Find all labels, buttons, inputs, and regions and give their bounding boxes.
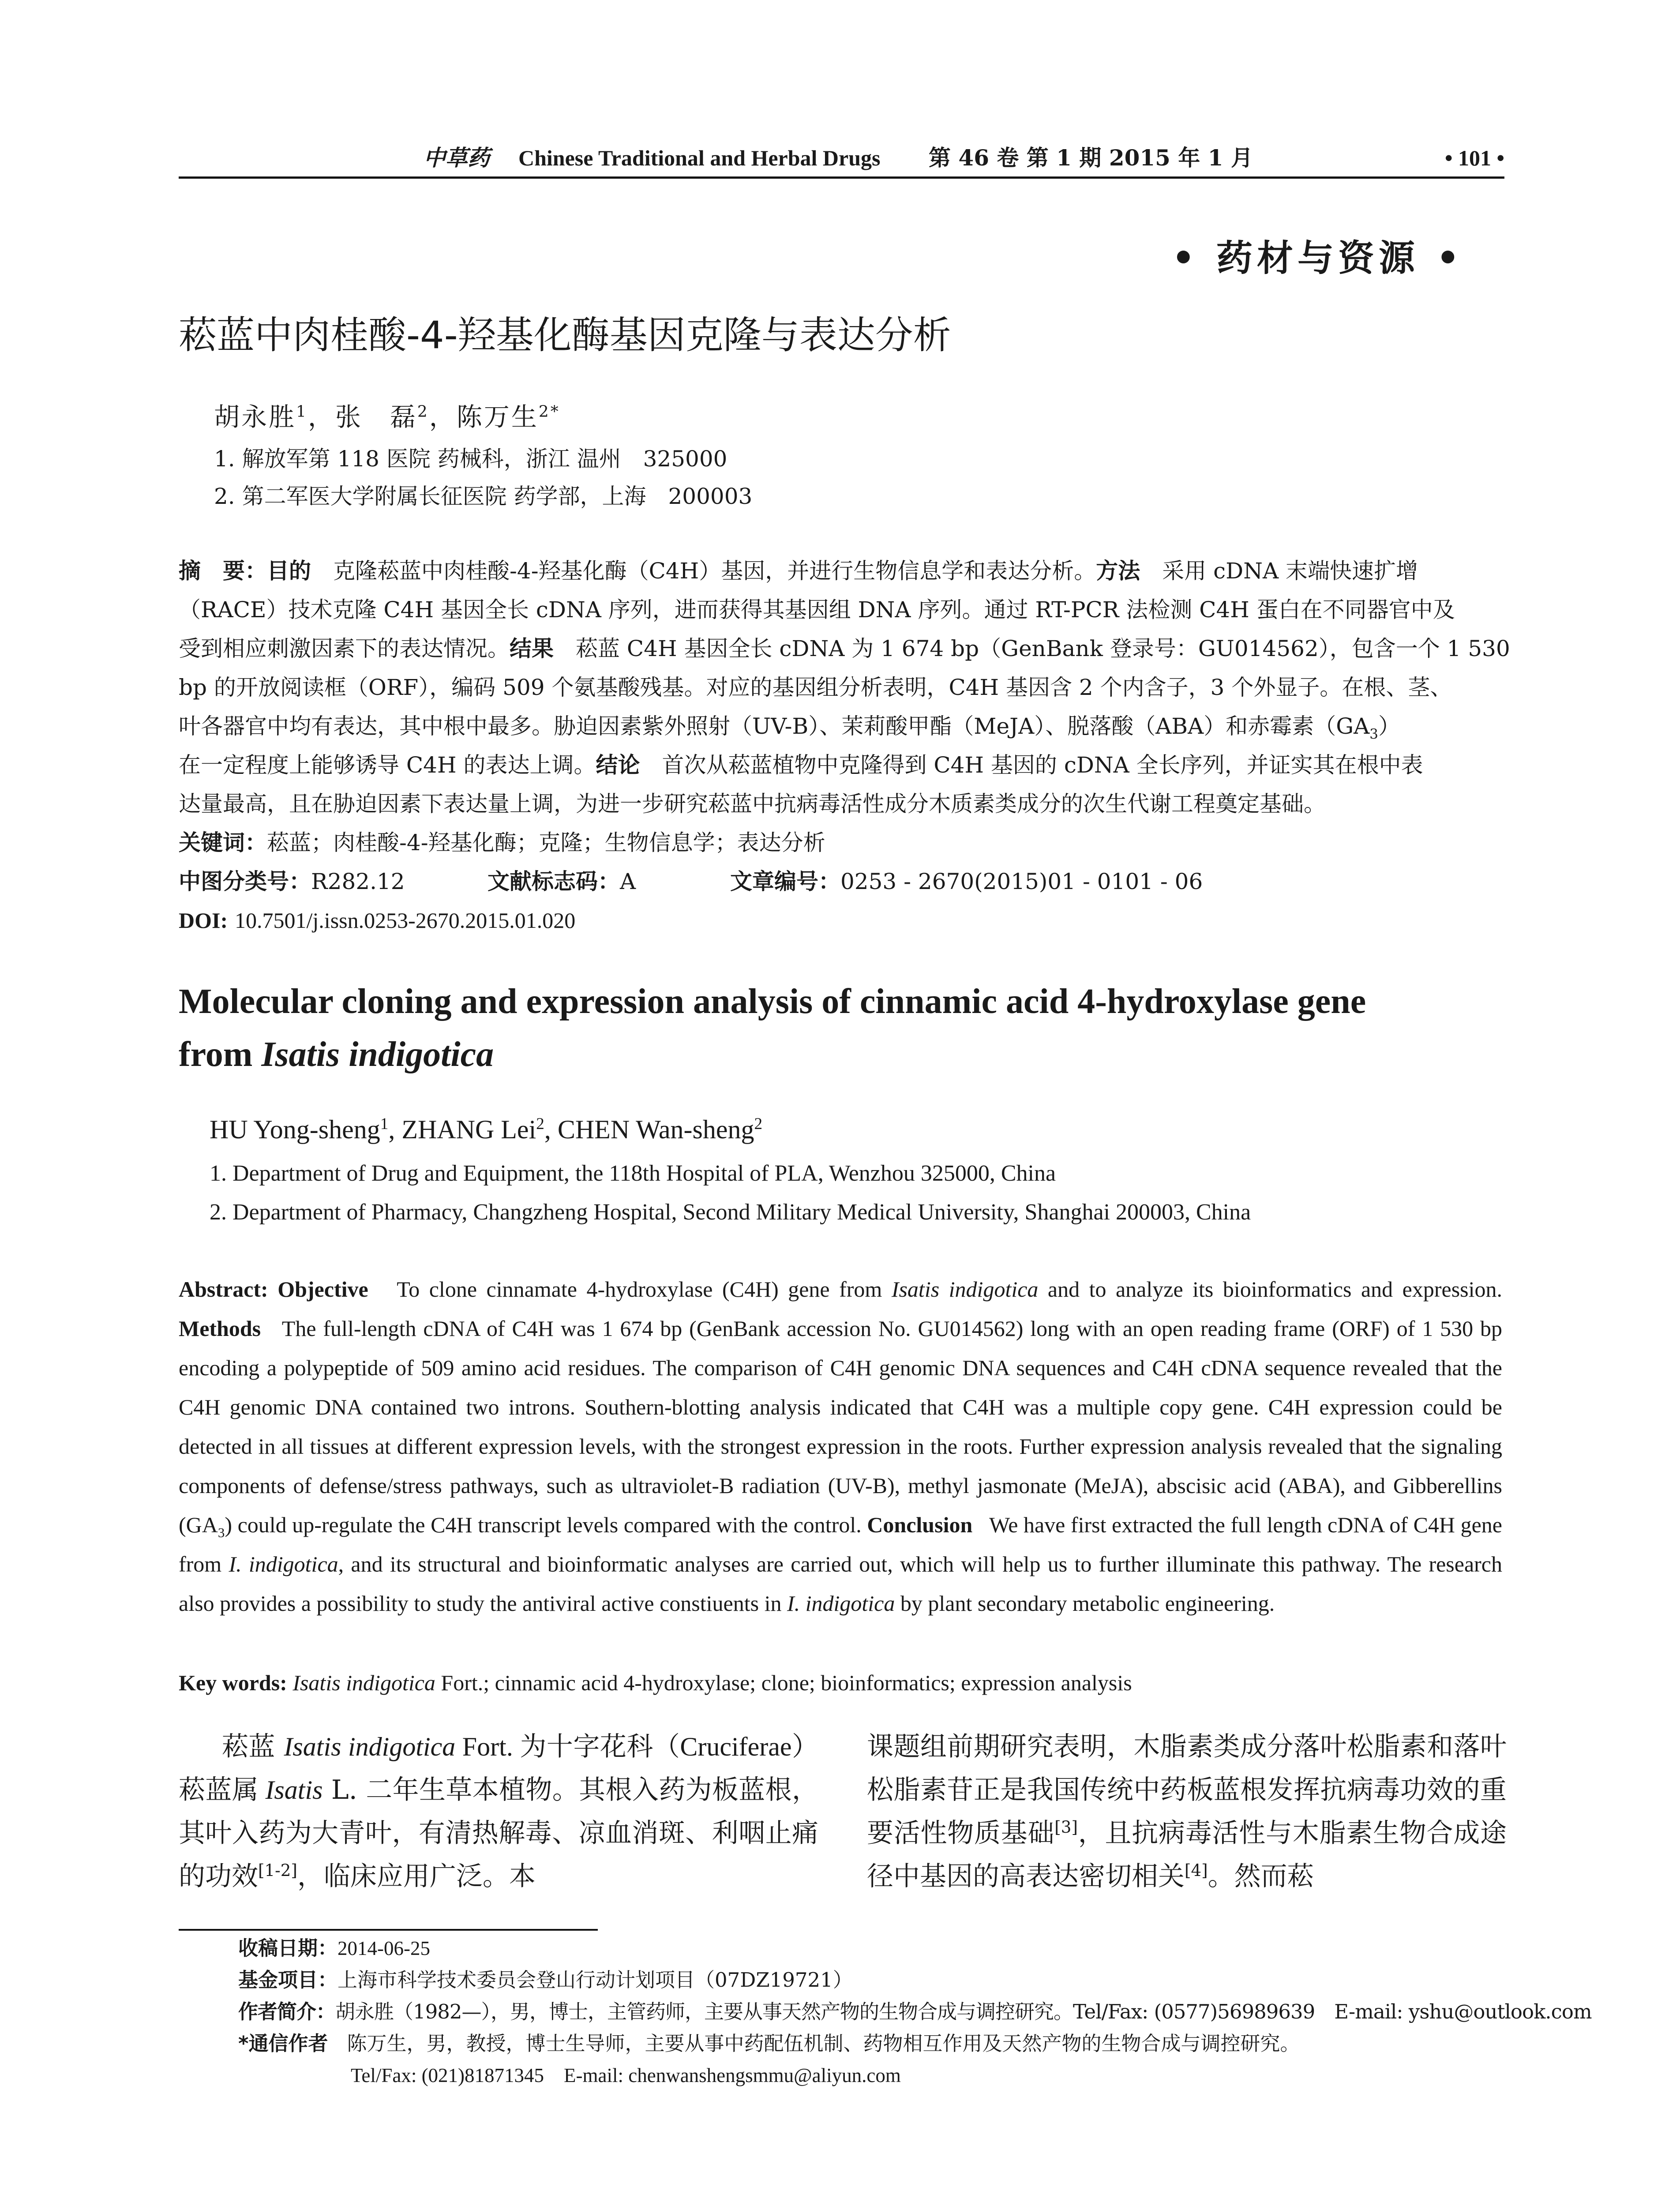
results-label: 结果 (510, 636, 554, 661)
subscript: 3 (218, 1525, 225, 1540)
doi-label: DOI: (179, 908, 228, 933)
methods-label: Methods (179, 1316, 261, 1341)
footnote-corresponding (238, 2028, 1518, 2060)
abstract-cn-line (179, 707, 1502, 746)
footnote-text: 陈万生，男，教授，博士生导师，主要从事中药配伍机制、药物相互作用及天然产物的生物合成与调控研究。 (347, 2032, 1300, 2055)
author-name: 胡永胜 (214, 402, 296, 432)
species-name: Isatis indigotica (284, 1732, 456, 1761)
section-tag: • 药材与资源 • (1172, 237, 1464, 279)
abstract-cn-line (179, 552, 1502, 590)
abstract-text: 受到相应刺激因素下的表达情况。 (179, 636, 510, 661)
keywords-text: Fort.; cinnamic acid 4-hydroxylase; clone; bioinformatics; expression analysis (435, 1670, 1132, 1695)
doi-line (179, 901, 575, 940)
article-number-label: 文章编号： (730, 869, 840, 894)
body-text: 菘蓝 (221, 1731, 284, 1762)
abstract-cn-line (179, 629, 1510, 668)
keywords-en (179, 1663, 1502, 1703)
abstract-text: 在一定程度上能够诱导 C4H 的表达上调。 (179, 752, 596, 778)
species-name: I. indigotica (229, 1552, 338, 1576)
objective-text: 克隆菘蓝中肉桂酸-4-羟基化酶（C4H）基因，并进行生物信息学和表达分析。 (333, 558, 1096, 584)
author-name: , CHEN Wan-sheng (544, 1115, 754, 1144)
author-name: , ZHANG Lei (388, 1115, 536, 1144)
page-number: • 101 • (1444, 146, 1504, 170)
article-number-value: 0253 - 2670(2015)01 - 0101 - 06 (840, 869, 1203, 894)
classification-line (179, 862, 405, 901)
conclusion-text: 首次从菘蓝植物中克隆得到 C4H 基因的 cDNA 全长序列，并证实其在根中表 (662, 752, 1423, 778)
affiliation-cn: 1. 解放军第 118 医院 药械科，浙江 温州 325000 (214, 446, 728, 472)
citation-ref[interactable]: [3] (1054, 1817, 1078, 1837)
abstract-en (179, 1270, 1502, 1623)
abstract-text: and to analyze its bioinformatics and expression. (1038, 1277, 1503, 1302)
species-name: Isatis indigotica (292, 1670, 435, 1695)
citation-ref[interactable]: [1-2] (258, 1861, 297, 1880)
footnote-label: *通信作者 (238, 2032, 328, 2055)
author-name: 张 磊 (335, 402, 417, 432)
article-number-line (730, 862, 1203, 901)
footnote-label: 作者简介： (238, 2000, 336, 2023)
footnotes (238, 1932, 1592, 2091)
doc-code-line (488, 862, 636, 901)
keywords-cn (179, 823, 825, 862)
abstract-text: ) could up-regulate the C4H transcript levels compared with the control. (225, 1512, 867, 1537)
affiliation-en: 2. Department of Pharmacy, Changzheng Hospital, Second Military Medical University, Shanghai 200003, China (210, 1200, 1251, 1225)
body-text: 。然而菘 (1208, 1861, 1314, 1892)
abstract-label: 摘 要： (179, 558, 267, 584)
body-text: L. 二年生草本植物。其根入药为板蓝根，其叶入药为大青叶，有清热解毒、凉血消斑、利咽止痛的功效 (179, 1775, 818, 1892)
body-text: 课题组前期研究表明，木脂素类成分落叶松脂素和落叶松脂素苷正是我国传统中药板蓝根发挥抗病毒功效的重要活性物质基础 (867, 1731, 1507, 1849)
author-affil-mark: 2* (538, 402, 560, 421)
results-text: 菘蓝 C4H 基因全长 cDNA 为 1 674 bp（GenBank 登录号：GU014562），包含一个 1 530 (576, 636, 1510, 661)
author-affil-mark: 2 (754, 1115, 763, 1133)
conclusion-label: Conclusion (867, 1512, 973, 1537)
abstract-objective-label: Abstract: Objective (179, 1277, 368, 1302)
footnote-corresponding-contact: Tel/Fax: (021)81871345 E-mail: chenwanshengsmmu@aliyun.com (351, 2064, 901, 2086)
footnote-text: 2014-06-25 (338, 1937, 430, 1959)
keywords-label: 关键词： (179, 830, 267, 855)
affiliation-cn: 2. 第二军医大学附属长征医院 药学部，上海 200003 (214, 484, 753, 509)
body-text: ，临床应用广泛。本 (297, 1861, 536, 1892)
clc-label: 中图分类号： (179, 869, 311, 894)
body-column-left (179, 1725, 818, 1898)
abstract-text: , and its structural and bioinformatic analyses are carried out, which will help us to further illuminate this pathway. The research also provides a possibility to study the antiviral active constiuents in (179, 1552, 1502, 1616)
objective-label: 目的 (267, 558, 311, 584)
doi-value[interactable]: 10.7501/j.issn.0253-2670.2015.01.020 (235, 908, 576, 933)
issue-info: 第 46 卷 第 1 期 2015 年 1 月 (929, 145, 1253, 171)
journal-name-cn: 中草药 (424, 145, 490, 171)
doc-code-label: 文献标志码： (488, 869, 620, 894)
abstract-text: 叶各器官中均有表达，其中根中最多。胁迫因素紫外照射（UV-B）、茉莉酸甲酯（MeJA）、脱落酸（ABA）和赤霉素（GA (179, 713, 1370, 739)
author-name: 陈万生 (456, 402, 539, 432)
abstract-text: ） (1378, 713, 1400, 739)
author-name: HU Yong-sheng (210, 1115, 380, 1144)
title-en (179, 975, 1502, 1081)
footnote-received (238, 1932, 1518, 1964)
abstract-text: We have first extracted the full length cDNA of C4H gene from (179, 1512, 1502, 1576)
citation-ref[interactable]: [4] (1185, 1861, 1208, 1880)
journal-name-en: Chinese Traditional and Herbal Drugs (518, 146, 881, 170)
author-affil-mark: 2 (536, 1115, 544, 1133)
title-en-line: from (179, 1035, 262, 1074)
footnote-text: 上海市科学技术委员会登山行动计划项目（07DZ19721） (338, 1968, 853, 1992)
doc-code-value: A (620, 869, 636, 894)
title-species: Isatis indigotica (261, 1035, 494, 1074)
abstract-text: To clone cinnamate 4-hydroxylase (C4H) gene from (397, 1277, 892, 1302)
footnote-rule (179, 1929, 598, 1931)
keywords-label: Key words: (179, 1670, 287, 1695)
running-header (179, 140, 1504, 176)
body-column-right (867, 1725, 1507, 1898)
footnote-text: 胡永胜（1982—），男，博士，主管药师，主要从事天然产物的生物合成与调控研究。Tel/Fax: (0577)56989639 E-mail: yshu@outlook.com (335, 2000, 1592, 2023)
affiliation-en: 1. Department of Drug and Equipment, the 118th Hospital of PLA, Wenzhou 325000, China (210, 1161, 1056, 1186)
footnote-label: 收稿日期： (238, 1936, 338, 1960)
methods-text: 采用 cDNA 末端快速扩增 (1162, 558, 1418, 584)
title-en-line: Molecular cloning and expression analysis of cinnamic acid 4-hydroxylase gene (179, 982, 1366, 1021)
abstract-text: The full-length cDNA of C4H was 1 674 bp (GenBank accession No. GU014562) long with an open reading frame (ORF) of 1 530 bp encoding a polypeptide of 509 amino acid residues. The comparison of C4H genomic DNA sequences and C4H cDNA sequence revealed that the C4H genomic DNA contained two introns. Southern-blotting analysis indicated that C4H was a multiple copy gene. C4H expression could be detected in all tissues at different expression levels, with the strongest expression in the roots. Further expression analysis revealed that the signaling components of defense/stress pathways, such as ultraviolet-B radiation (UV-B), methyl jasmonate (MeJA), abscisic acid (ABA), and Gibberellins (GA (179, 1316, 1503, 1537)
footnote-label: 基金项目： (238, 1968, 338, 1992)
title-cn: 菘蓝中肉桂酸-4-羟基化酶基因克隆与表达分析 (179, 313, 951, 357)
abstract-cn-line: （RACE）技术克隆 C4H 基因全长 cDNA 序列，进而获得其基因组 DNA 序列。通过 RT-PCR 法检测 C4H 蛋白在不同器官中及 (179, 597, 1455, 623)
header-rule (179, 176, 1504, 179)
abstract-text: by plant secondary metabolic engineering. (895, 1591, 1275, 1616)
authors-cn: 胡永胜$^1$，张 磊$^2$，陈万生$^{2*}$ (214, 402, 560, 432)
abstract-cn-line: 达量最高，且在胁迫因素下表达量上调，为进一步研究菘蓝中抗病毒活性成分木质素类成分的次生代谢工程奠定基础。 (179, 791, 1326, 817)
clc-value: R282.12 (311, 869, 405, 894)
keywords-text: 菘蓝；肉桂酸-4-羟基化酶；克隆；生物信息学；表达分析 (267, 830, 825, 855)
author-affil-mark: 1 (380, 1115, 389, 1133)
body-text: ，且抗病毒活性与木脂素生物合成途径中基因的高表达密切相关 (867, 1818, 1507, 1892)
abstract-cn-line: bp 的开放阅读框（ORF），编码 509 个氨基酸残基。对应的基因组分析表明，C4H 基因含 2 个内含子，3 个外显子。在根、茎、 (179, 675, 1452, 700)
methods-label: 方法 (1096, 558, 1140, 584)
footnote-bio (238, 1996, 1592, 2028)
author-affil-mark: 2 (417, 402, 429, 421)
authors-en (210, 1110, 762, 1149)
species-name: I. indigotica (787, 1591, 895, 1616)
body-text: Fort. 为十字花科（Cruciferae）菘蓝属 (179, 1732, 818, 1805)
author-affil-mark: 1 (296, 402, 308, 421)
species-name: Isatis indigotica (891, 1277, 1039, 1302)
subscript: 3 (1369, 726, 1378, 742)
conclusion-label: 结论 (596, 752, 640, 778)
genus-name: Isatis (265, 1775, 323, 1805)
footnote-fund (238, 1964, 1518, 1996)
abstract-cn-line (179, 746, 1502, 784)
